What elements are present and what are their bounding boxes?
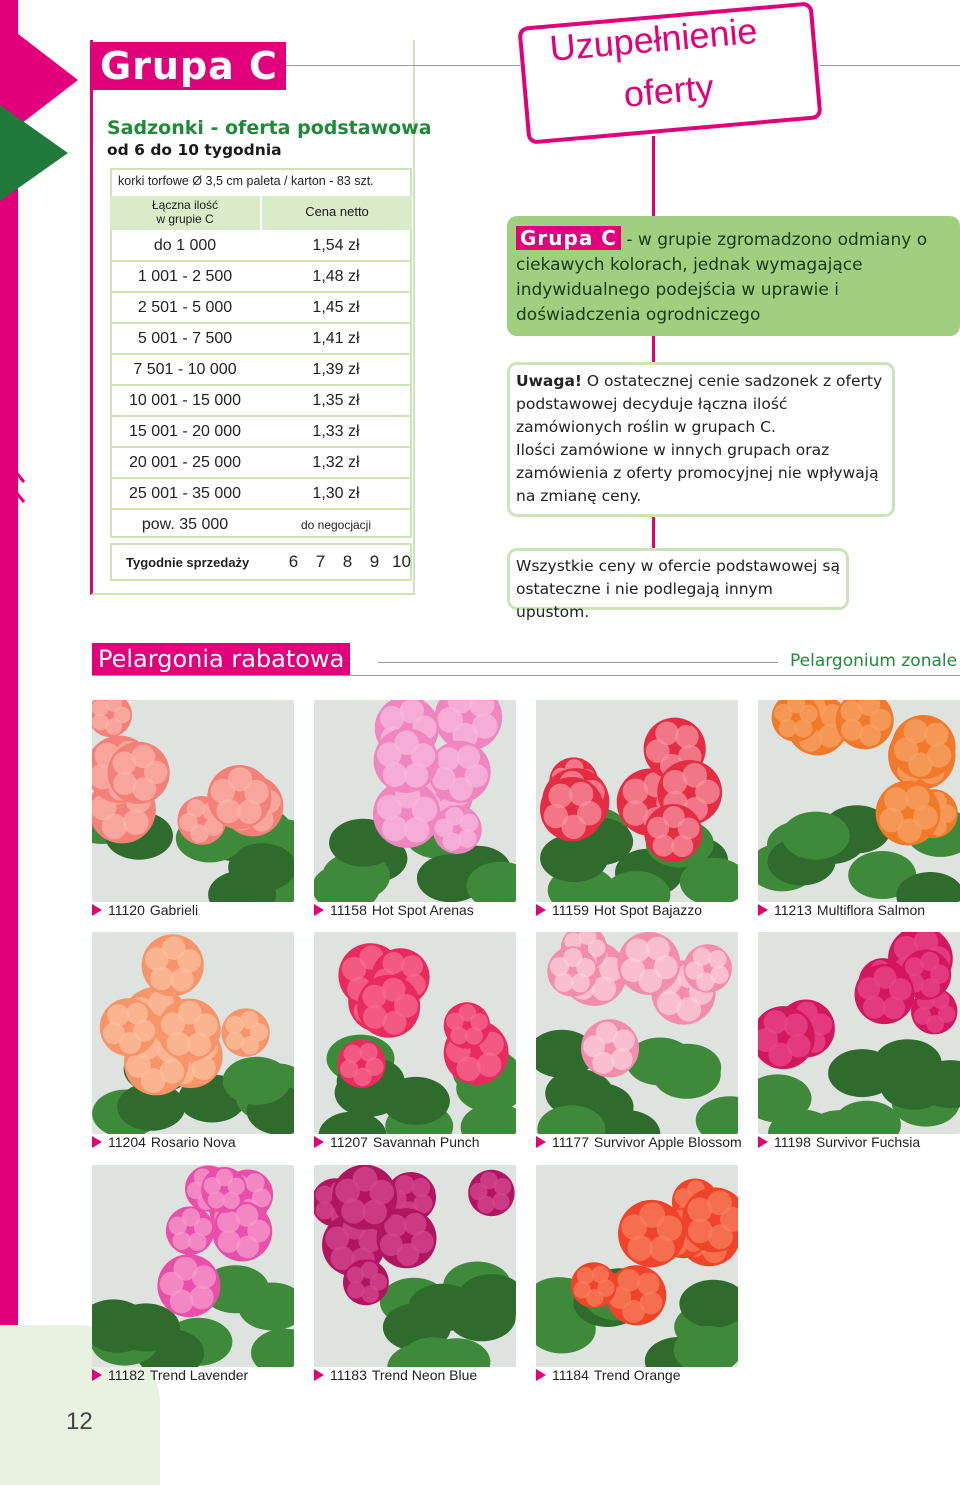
caption-arrow-icon [314,1136,324,1148]
variety-code: 11213 [774,902,812,918]
section-underline [92,675,960,676]
row-price: 1,30 zł [312,485,360,502]
caption-arrow-icon [92,1369,102,1381]
flower-photo [536,932,738,1134]
caption-arrow-icon [314,904,324,916]
subtitle-weeks: od 6 do 10 tygodnia [107,141,282,159]
variety-caption [92,1134,236,1150]
row-price: 1,45 zł [312,299,360,316]
flower-photo [314,700,516,902]
flower-photo [92,932,294,1134]
variety-name: Trend Neon Blue [371,1367,478,1383]
group-tag: Grupa C [516,226,621,250]
section-latin-name: Pelargonium zonale [790,651,958,671]
variety-code: 11183 [330,1367,367,1383]
variety-name: Hot Spot Bajazzo [593,902,703,918]
week-number: 9 [369,552,380,571]
table-row [110,324,412,355]
page-number: 12 [66,1408,93,1435]
warning-body-2: Ilości zamówione w innych grupach oraz zamówienia z oferty promocyjnej nie wpływają na zmianę ceny. [516,441,879,505]
warning-label: Uwaga! [516,372,582,390]
price-rows [110,231,412,541]
caption-arrow-icon [758,1136,768,1148]
section-rule [378,662,778,663]
flower-photo [536,1165,738,1367]
variety-caption [92,1367,248,1383]
week-number: 7 [315,552,326,571]
variety-caption [536,1134,742,1150]
variety-caption [758,902,925,918]
caption-arrow-icon [92,904,102,916]
table-row [110,448,412,479]
variety-code: 11120 [108,902,145,918]
flower-photo [758,700,960,902]
variety-name: Survivor Apple Blossom [593,1134,742,1150]
flower-photo [92,1165,294,1367]
row-price: 1,32 zł [312,454,360,471]
variety-code: 11177 [552,1134,589,1150]
top-rule [270,65,520,66]
caption-arrow-icon [758,904,768,916]
week-number: 10 [392,552,411,571]
weeks-list [280,549,415,575]
caption-arrow-icon [314,1369,324,1381]
flower-photo [314,1165,516,1367]
table-row [110,417,412,448]
row-price: 1,33 zł [312,423,360,440]
caption-arrow-icon [536,1136,546,1148]
flower-photo [92,700,294,902]
row-price: 1,35 zł [312,392,360,409]
variety-code: 11198 [774,1134,811,1150]
group-description: - w grupie zgromadzono odmiany o ciekawych kolorach, jednak wymagające indywidualnego podejścia w uprawie i doświadczenia ogrodniczego [516,230,928,325]
row-quantity: 10 001 - 15 000 [128,392,242,409]
variety-code: 11184 [552,1367,589,1383]
caption-arrow-icon [536,904,546,916]
variety-caption [92,902,198,918]
variety-name: Rosario Nova [150,1134,236,1150]
column-header-quantity-line2: w grupie C [156,212,214,226]
variety-caption [536,1367,681,1383]
row-quantity: 20 001 - 25 000 [128,454,242,471]
variety-caption [314,1134,480,1150]
edge-ticks [4,460,44,510]
variety-code: 11159 [552,902,589,918]
warning-text [516,370,888,508]
table-row [110,262,412,293]
row-quantity: 7 501 - 10 000 [133,361,237,378]
table-row [110,510,412,541]
weeks-label: Tygodnie sprzedaży [126,555,250,570]
row-price: 1,41 zł [312,330,360,347]
subtitle: Sadzonki - oferta podstawowa [107,117,432,139]
left-edge-bar [0,0,18,1345]
variety-name: Gabrieli [149,902,199,918]
row-quantity: 15 001 - 20 000 [128,423,242,440]
note-text: Wszystkie ceny w ofercie podstawowej są ostateczne i nie podlegają innym upustom. [516,557,840,621]
row-price: do negocjacji [300,518,372,532]
week-number: 8 [342,552,353,571]
flower-photo [314,932,516,1134]
badge-line1: Uzupełnienie [548,9,759,69]
section-title: Pelargonia rabatowa [92,643,350,675]
variety-caption [536,902,702,918]
badge-line2: oferty [622,66,716,115]
row-quantity: do 1 000 [153,237,217,254]
variety-code: 11182 [108,1367,145,1383]
variety-code: 11207 [330,1134,368,1150]
column-header-quantity-line1: Łączna ilość [151,198,219,212]
edge-triangle-green [0,105,68,201]
caption-arrow-icon [536,1369,546,1381]
top-rule-right [820,65,960,66]
column-header-price: Cena netto [305,204,369,219]
table-row [110,386,412,417]
variety-name: Survivor Fuchsia [815,1134,921,1150]
variety-caption [314,902,474,918]
variety-caption [758,1134,920,1150]
table-row [110,479,412,510]
table-row [110,231,412,262]
variety-name: Trend Orange [593,1367,681,1383]
row-quantity: pow. 35 000 [141,516,229,533]
variety-code: 11158 [330,902,367,918]
variety-name: Hot Spot Arenas [371,902,474,918]
variety-name: Multiflora Salmon [816,902,926,918]
packaging-info: korki torfowe Ø 3,5 cm paleta / karton - 83 szt. [118,174,374,188]
info-text [516,226,956,328]
table-row [110,293,412,324]
caption-arrow-icon [92,1136,102,1148]
row-quantity: 5 001 - 7 500 [137,330,233,347]
warning-body: O ostatecznej cenie sadzonek z oferty podstawowej decyduje łączna ilość zamówionych roślin w grupach C. [516,372,883,436]
row-price: 1,39 zł [312,361,360,378]
row-quantity: 1 001 - 2 500 [137,268,233,285]
table-row [110,355,412,386]
variety-code: 11204 [108,1134,146,1150]
week-number: 6 [288,552,299,571]
variety-name: Savannah Punch [372,1134,480,1150]
column-header-quantity [110,198,260,226]
row-quantity: 25 001 - 35 000 [128,485,242,502]
variety-name: Trend Lavender [149,1367,249,1383]
variety-caption [314,1367,477,1383]
flower-photo [536,700,738,902]
flower-photo [758,932,960,1134]
group-title: Grupa C [92,42,286,90]
row-quantity: 2 501 - 5 000 [137,299,233,316]
row-price: 1,54 zł [312,237,360,254]
row-price: 1,48 zł [312,268,360,285]
